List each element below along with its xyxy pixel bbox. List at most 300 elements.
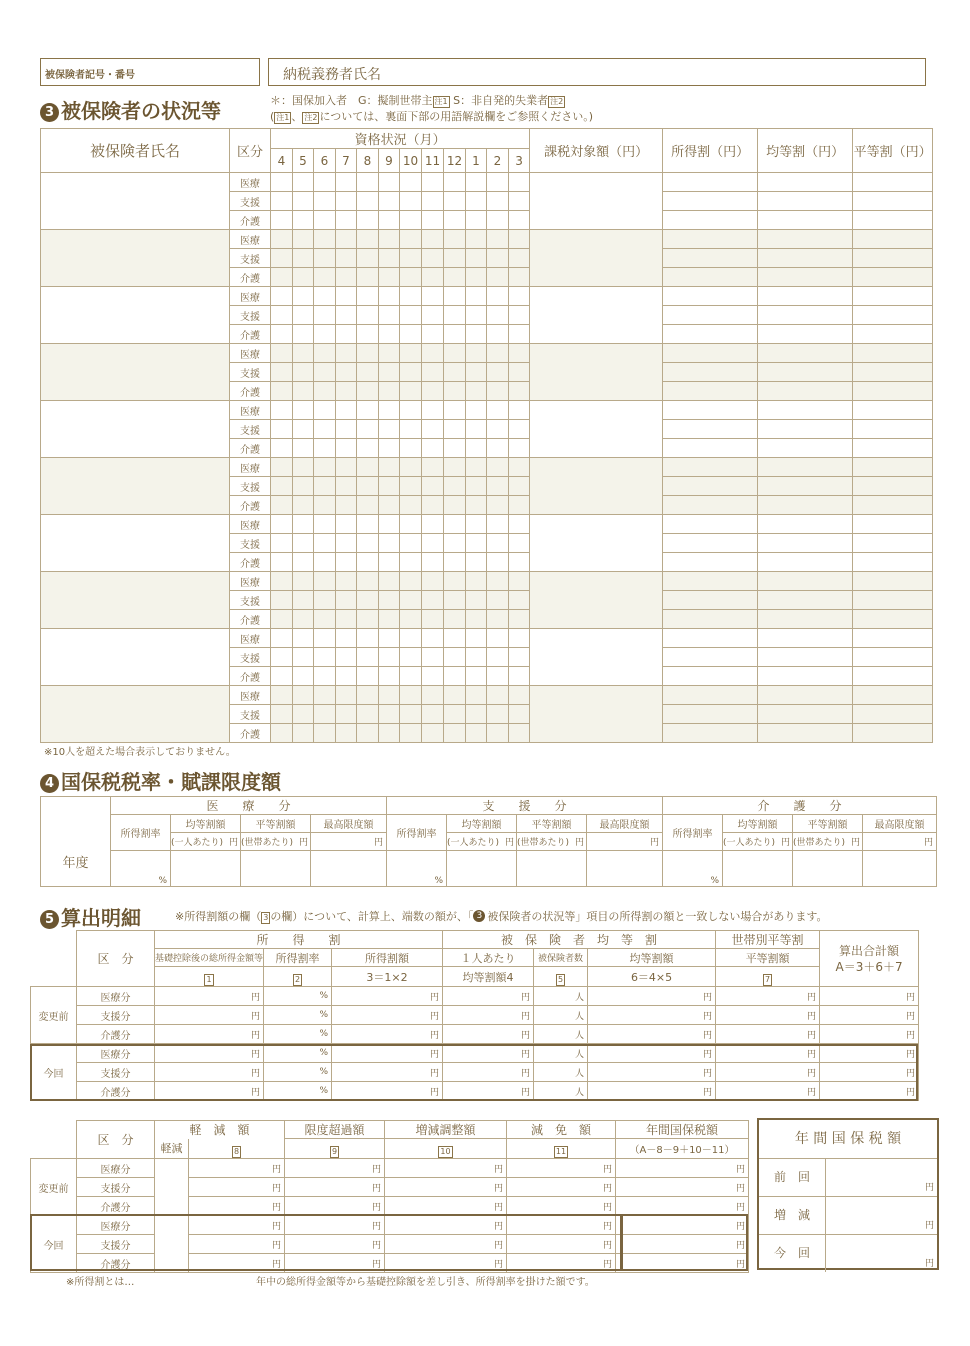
month-cell[interactable] <box>466 591 487 610</box>
per-capita-cell[interactable] <box>758 173 853 192</box>
flat-cell[interactable] <box>853 724 933 743</box>
income-cell[interactable] <box>663 344 758 363</box>
month-cell[interactable] <box>336 686 357 705</box>
flat-cell[interactable] <box>853 534 933 553</box>
calc-value-cell[interactable]: 円 <box>443 1082 534 1101</box>
month-cell[interactable] <box>379 382 400 401</box>
month-cell[interactable] <box>357 344 379 363</box>
month-cell[interactable] <box>487 610 509 629</box>
month-cell[interactable] <box>400 477 422 496</box>
per-capita-cell[interactable] <box>758 477 853 496</box>
month-cell[interactable] <box>336 192 357 211</box>
month-cell[interactable] <box>509 686 530 705</box>
month-cell[interactable] <box>293 591 314 610</box>
month-cell[interactable] <box>466 572 487 591</box>
reduction-value-cell[interactable]: 円 <box>616 1216 749 1235</box>
month-cell[interactable] <box>357 382 379 401</box>
month-cell[interactable] <box>400 344 422 363</box>
reduction-value-cell[interactable]: 円 <box>616 1159 749 1178</box>
month-cell[interactable] <box>357 401 379 420</box>
month-cell[interactable] <box>336 591 357 610</box>
month-cell[interactable] <box>357 534 379 553</box>
calc-value-cell[interactable]: 人 <box>534 987 588 1006</box>
taxable-cell[interactable] <box>530 230 663 287</box>
month-cell[interactable] <box>400 268 422 287</box>
per-capita-cell[interactable] <box>758 439 853 458</box>
per-capita-cell[interactable] <box>758 572 853 591</box>
calc-value-cell[interactable]: 円 <box>716 1006 820 1025</box>
annual-row-yen[interactable]: 円 <box>924 1221 934 1231</box>
month-cell[interactable] <box>422 553 444 572</box>
month-cell[interactable] <box>466 363 487 382</box>
month-cell[interactable] <box>487 648 509 667</box>
month-cell[interactable] <box>293 610 314 629</box>
month-cell[interactable] <box>357 363 379 382</box>
month-cell[interactable] <box>444 477 466 496</box>
income-cell[interactable] <box>663 325 758 344</box>
month-cell[interactable] <box>379 420 400 439</box>
month-cell[interactable] <box>466 344 487 363</box>
month-cell[interactable] <box>422 382 444 401</box>
taxable-cell[interactable] <box>530 287 663 344</box>
month-cell[interactable] <box>487 211 509 230</box>
month-cell[interactable] <box>487 477 509 496</box>
per-capita-cell[interactable] <box>758 667 853 686</box>
month-cell[interactable] <box>422 192 444 211</box>
month-cell[interactable] <box>293 629 314 648</box>
per-capita-cell[interactable] <box>758 287 853 306</box>
reduction-value-cell[interactable]: 円 <box>616 1178 749 1197</box>
month-cell[interactable] <box>293 325 314 344</box>
month-cell[interactable] <box>357 477 379 496</box>
month-cell[interactable] <box>466 306 487 325</box>
month-cell[interactable] <box>400 534 422 553</box>
month-cell[interactable] <box>271 496 293 515</box>
calc-value-cell[interactable]: % <box>264 987 332 1006</box>
month-cell[interactable] <box>422 230 444 249</box>
annual-row-yen[interactable]: 円 <box>924 1259 934 1269</box>
insured-name-cell[interactable] <box>41 230 230 287</box>
calc-value-cell[interactable]: 円 <box>332 1025 443 1044</box>
month-cell[interactable] <box>422 686 444 705</box>
month-cell[interactable] <box>509 420 530 439</box>
income-cell[interactable] <box>663 705 758 724</box>
calc-value-cell[interactable]: 人 <box>534 1006 588 1025</box>
month-cell[interactable] <box>379 249 400 268</box>
per-capita-cell[interactable] <box>758 363 853 382</box>
month-cell[interactable] <box>379 306 400 325</box>
max-limit-value[interactable] <box>311 851 387 887</box>
month-cell[interactable] <box>400 667 422 686</box>
month-cell[interactable] <box>400 496 422 515</box>
calc-value-cell[interactable]: 円 <box>716 1063 820 1082</box>
month-cell[interactable] <box>466 420 487 439</box>
month-cell[interactable] <box>314 173 336 192</box>
month-cell[interactable] <box>379 230 400 249</box>
month-cell[interactable] <box>336 553 357 572</box>
flat-cell[interactable] <box>853 211 933 230</box>
month-cell[interactable] <box>444 496 466 515</box>
flat-cell[interactable] <box>853 705 933 724</box>
month-cell[interactable] <box>400 382 422 401</box>
month-cell[interactable] <box>400 211 422 230</box>
flat-cell[interactable] <box>853 629 933 648</box>
flat-cell[interactable] <box>853 344 933 363</box>
flat-cell[interactable] <box>853 686 933 705</box>
month-cell[interactable] <box>422 363 444 382</box>
month-cell[interactable] <box>314 515 336 534</box>
month-cell[interactable] <box>444 648 466 667</box>
month-cell[interactable] <box>466 439 487 458</box>
month-cell[interactable] <box>379 458 400 477</box>
month-cell[interactable] <box>293 344 314 363</box>
month-cell[interactable] <box>444 325 466 344</box>
taxable-cell[interactable] <box>530 344 663 401</box>
month-cell[interactable] <box>444 249 466 268</box>
income-cell[interactable] <box>663 553 758 572</box>
income-rate-value[interactable]: % <box>663 851 723 887</box>
month-cell[interactable] <box>400 572 422 591</box>
month-cell[interactable] <box>357 439 379 458</box>
month-cell[interactable] <box>509 458 530 477</box>
month-cell[interactable] <box>314 230 336 249</box>
calc-value-cell[interactable]: % <box>264 1082 332 1101</box>
month-cell[interactable] <box>444 705 466 724</box>
month-cell[interactable] <box>293 287 314 306</box>
flat-cell[interactable] <box>853 420 933 439</box>
insured-name-cell[interactable] <box>41 344 230 401</box>
month-cell[interactable] <box>422 496 444 515</box>
month-cell[interactable] <box>466 249 487 268</box>
month-cell[interactable] <box>487 515 509 534</box>
month-cell[interactable] <box>422 515 444 534</box>
month-cell[interactable] <box>400 230 422 249</box>
month-cell[interactable] <box>314 382 336 401</box>
month-cell[interactable] <box>509 230 530 249</box>
month-cell[interactable] <box>400 610 422 629</box>
month-cell[interactable] <box>509 401 530 420</box>
month-cell[interactable] <box>336 306 357 325</box>
month-cell[interactable] <box>400 287 422 306</box>
month-cell[interactable] <box>444 192 466 211</box>
income-cell[interactable] <box>663 572 758 591</box>
per-capita-cell[interactable] <box>758 724 853 743</box>
calc-value-cell[interactable]: 円 <box>716 1082 820 1101</box>
month-cell[interactable] <box>271 591 293 610</box>
month-cell[interactable] <box>444 458 466 477</box>
month-cell[interactable] <box>314 667 336 686</box>
month-cell[interactable] <box>336 667 357 686</box>
month-cell[interactable] <box>357 287 379 306</box>
month-cell[interactable] <box>422 667 444 686</box>
reduction-value-cell[interactable]: 円 <box>507 1254 616 1273</box>
flat-cell[interactable] <box>853 610 933 629</box>
income-cell[interactable] <box>663 401 758 420</box>
month-cell[interactable] <box>379 610 400 629</box>
month-cell[interactable] <box>314 686 336 705</box>
month-cell[interactable] <box>400 173 422 192</box>
month-cell[interactable] <box>509 553 530 572</box>
month-cell[interactable] <box>466 192 487 211</box>
month-cell[interactable] <box>444 534 466 553</box>
month-cell[interactable] <box>271 515 293 534</box>
taxable-cell[interactable] <box>530 572 663 629</box>
month-cell[interactable] <box>293 534 314 553</box>
month-cell[interactable] <box>422 534 444 553</box>
calc-value-cell[interactable]: % <box>264 1025 332 1044</box>
calc-value-cell[interactable]: 円 <box>155 987 264 1006</box>
calc-value-cell[interactable]: % <box>264 1044 332 1063</box>
month-cell[interactable] <box>379 572 400 591</box>
month-cell[interactable] <box>379 686 400 705</box>
month-cell[interactable] <box>444 553 466 572</box>
month-cell[interactable] <box>293 648 314 667</box>
income-cell[interactable] <box>663 420 758 439</box>
taxable-cell[interactable] <box>530 686 663 743</box>
month-cell[interactable] <box>271 610 293 629</box>
month-cell[interactable] <box>422 173 444 192</box>
calc-value-cell[interactable]: 円 <box>332 1006 443 1025</box>
month-cell[interactable] <box>400 325 422 344</box>
income-cell[interactable] <box>663 363 758 382</box>
month-cell[interactable] <box>357 458 379 477</box>
month-cell[interactable] <box>314 344 336 363</box>
month-cell[interactable] <box>271 572 293 591</box>
per-capita-cell[interactable] <box>758 610 853 629</box>
month-cell[interactable] <box>509 382 530 401</box>
per-capita-cell[interactable] <box>758 344 853 363</box>
flat-cell[interactable] <box>853 572 933 591</box>
flat-cell[interactable] <box>853 192 933 211</box>
per-capita-value[interactable] <box>171 851 241 887</box>
flat-cell[interactable] <box>853 477 933 496</box>
month-cell[interactable] <box>466 287 487 306</box>
max-limit-value[interactable] <box>587 851 663 887</box>
calc-value-cell[interactable]: 円 <box>588 1082 716 1101</box>
flat-cell[interactable] <box>853 249 933 268</box>
income-cell[interactable] <box>663 382 758 401</box>
month-cell[interactable] <box>336 230 357 249</box>
per-capita-cell[interactable] <box>758 268 853 287</box>
month-cell[interactable] <box>293 515 314 534</box>
month-cell[interactable] <box>314 477 336 496</box>
month-cell[interactable] <box>487 534 509 553</box>
reduction-value-cell[interactable]: 円 <box>285 1216 385 1235</box>
month-cell[interactable] <box>487 401 509 420</box>
month-cell[interactable] <box>314 287 336 306</box>
month-cell[interactable] <box>314 325 336 344</box>
income-cell[interactable] <box>663 249 758 268</box>
calc-value-cell[interactable]: 人 <box>534 1025 588 1044</box>
month-cell[interactable] <box>444 382 466 401</box>
month-cell[interactable] <box>379 325 400 344</box>
flat-cell[interactable] <box>853 268 933 287</box>
calc-value-cell[interactable]: 円 <box>443 1063 534 1082</box>
month-cell[interactable] <box>271 173 293 192</box>
month-cell[interactable] <box>336 534 357 553</box>
per-capita-cell[interactable] <box>758 629 853 648</box>
month-cell[interactable] <box>271 230 293 249</box>
month-cell[interactable] <box>487 306 509 325</box>
month-cell[interactable] <box>444 667 466 686</box>
calc-value-cell[interactable]: % <box>264 1006 332 1025</box>
month-cell[interactable] <box>336 477 357 496</box>
reduction-value-cell[interactable]: 円 <box>385 1254 507 1273</box>
month-cell[interactable] <box>509 667 530 686</box>
income-cell[interactable] <box>663 211 758 230</box>
month-cell[interactable] <box>379 591 400 610</box>
month-cell[interactable] <box>400 306 422 325</box>
month-cell[interactable] <box>487 553 509 572</box>
calc-value-cell[interactable]: 円 <box>332 1082 443 1101</box>
month-cell[interactable] <box>400 420 422 439</box>
calc-value-cell[interactable]: 円 <box>716 987 820 1006</box>
calc-value-cell[interactable]: 円 <box>588 1044 716 1063</box>
month-cell[interactable] <box>466 724 487 743</box>
insured-name-cell[interactable] <box>41 173 230 230</box>
month-cell[interactable] <box>357 648 379 667</box>
month-cell[interactable] <box>293 401 314 420</box>
month-cell[interactable] <box>379 553 400 572</box>
month-cell[interactable] <box>336 268 357 287</box>
month-cell[interactable] <box>444 230 466 249</box>
month-cell[interactable] <box>357 173 379 192</box>
reduction-value-cell[interactable]: 円 <box>507 1216 616 1235</box>
month-cell[interactable] <box>357 629 379 648</box>
month-cell[interactable] <box>487 192 509 211</box>
month-cell[interactable] <box>379 192 400 211</box>
taxable-cell[interactable] <box>530 458 663 515</box>
month-cell[interactable] <box>314 458 336 477</box>
month-cell[interactable] <box>487 496 509 515</box>
flat-cell[interactable] <box>853 496 933 515</box>
income-cell[interactable] <box>663 287 758 306</box>
month-cell[interactable] <box>336 287 357 306</box>
month-cell[interactable] <box>357 553 379 572</box>
month-cell[interactable] <box>509 249 530 268</box>
month-cell[interactable] <box>444 287 466 306</box>
income-cell[interactable] <box>663 306 758 325</box>
month-cell[interactable] <box>336 363 357 382</box>
month-cell[interactable] <box>336 724 357 743</box>
calc-value-cell[interactable]: 円 <box>332 1044 443 1063</box>
month-cell[interactable] <box>509 439 530 458</box>
reduction-value-cell[interactable]: 円 <box>507 1197 616 1216</box>
reduction-value-cell[interactable]: 円 <box>285 1178 385 1197</box>
month-cell[interactable] <box>422 724 444 743</box>
income-cell[interactable] <box>663 173 758 192</box>
month-cell[interactable] <box>293 363 314 382</box>
calc-value-cell[interactable]: 円 <box>443 1025 534 1044</box>
month-cell[interactable] <box>271 344 293 363</box>
calc-value-cell[interactable]: 人 <box>534 1082 588 1101</box>
month-cell[interactable] <box>487 724 509 743</box>
month-cell[interactable] <box>379 515 400 534</box>
flat-cell[interactable] <box>853 515 933 534</box>
month-cell[interactable] <box>271 268 293 287</box>
month-cell[interactable] <box>379 667 400 686</box>
flat-value[interactable] <box>241 851 311 887</box>
per-capita-cell[interactable] <box>758 458 853 477</box>
income-cell[interactable] <box>663 268 758 287</box>
month-cell[interactable] <box>466 230 487 249</box>
month-cell[interactable] <box>336 382 357 401</box>
month-cell[interactable] <box>487 268 509 287</box>
calc-value-cell[interactable]: 人 <box>534 1044 588 1063</box>
month-cell[interactable] <box>314 648 336 667</box>
month-cell[interactable] <box>357 667 379 686</box>
month-cell[interactable] <box>336 420 357 439</box>
month-cell[interactable] <box>509 344 530 363</box>
month-cell[interactable] <box>293 230 314 249</box>
max-limit-value[interactable] <box>863 851 937 887</box>
insured-name-cell[interactable] <box>41 515 230 572</box>
month-cell[interactable] <box>336 515 357 534</box>
month-cell[interactable] <box>466 705 487 724</box>
month-cell[interactable] <box>379 173 400 192</box>
calc-value-cell[interactable]: 円 <box>820 987 919 1006</box>
month-cell[interactable] <box>336 249 357 268</box>
month-cell[interactable] <box>400 401 422 420</box>
month-cell[interactable] <box>487 667 509 686</box>
reduction-value-cell[interactable]: 円 <box>507 1178 616 1197</box>
calc-value-cell[interactable]: 円 <box>820 1006 919 1025</box>
month-cell[interactable] <box>293 705 314 724</box>
month-cell[interactable] <box>466 553 487 572</box>
month-cell[interactable] <box>271 667 293 686</box>
income-cell[interactable] <box>663 458 758 477</box>
month-cell[interactable] <box>422 591 444 610</box>
insured-name-cell[interactable] <box>41 686 230 743</box>
month-cell[interactable] <box>271 686 293 705</box>
month-cell[interactable] <box>466 325 487 344</box>
month-cell[interactable] <box>487 572 509 591</box>
per-capita-cell[interactable] <box>758 325 853 344</box>
month-cell[interactable] <box>487 629 509 648</box>
month-cell[interactable] <box>487 382 509 401</box>
flat-cell[interactable] <box>853 553 933 572</box>
month-cell[interactable] <box>379 477 400 496</box>
month-cell[interactable] <box>336 344 357 363</box>
month-cell[interactable] <box>271 439 293 458</box>
calc-value-cell[interactable]: 円 <box>155 1025 264 1044</box>
month-cell[interactable] <box>422 572 444 591</box>
per-capita-cell[interactable] <box>758 230 853 249</box>
month-cell[interactable] <box>466 515 487 534</box>
income-rate-value[interactable]: % <box>111 851 171 887</box>
month-cell[interactable] <box>487 344 509 363</box>
month-cell[interactable] <box>336 173 357 192</box>
month-cell[interactable] <box>293 211 314 230</box>
month-cell[interactable] <box>271 192 293 211</box>
month-cell[interactable] <box>357 591 379 610</box>
month-cell[interactable] <box>379 344 400 363</box>
month-cell[interactable] <box>271 325 293 344</box>
month-cell[interactable] <box>487 458 509 477</box>
month-cell[interactable] <box>336 496 357 515</box>
month-cell[interactable] <box>293 420 314 439</box>
per-capita-cell[interactable] <box>758 553 853 572</box>
month-cell[interactable] <box>509 534 530 553</box>
month-cell[interactable] <box>336 458 357 477</box>
per-capita-cell[interactable] <box>758 686 853 705</box>
month-cell[interactable] <box>336 401 357 420</box>
calc-value-cell[interactable]: 円 <box>155 1082 264 1101</box>
flat-cell[interactable] <box>853 458 933 477</box>
month-cell[interactable] <box>444 363 466 382</box>
month-cell[interactable] <box>357 610 379 629</box>
month-cell[interactable] <box>400 705 422 724</box>
